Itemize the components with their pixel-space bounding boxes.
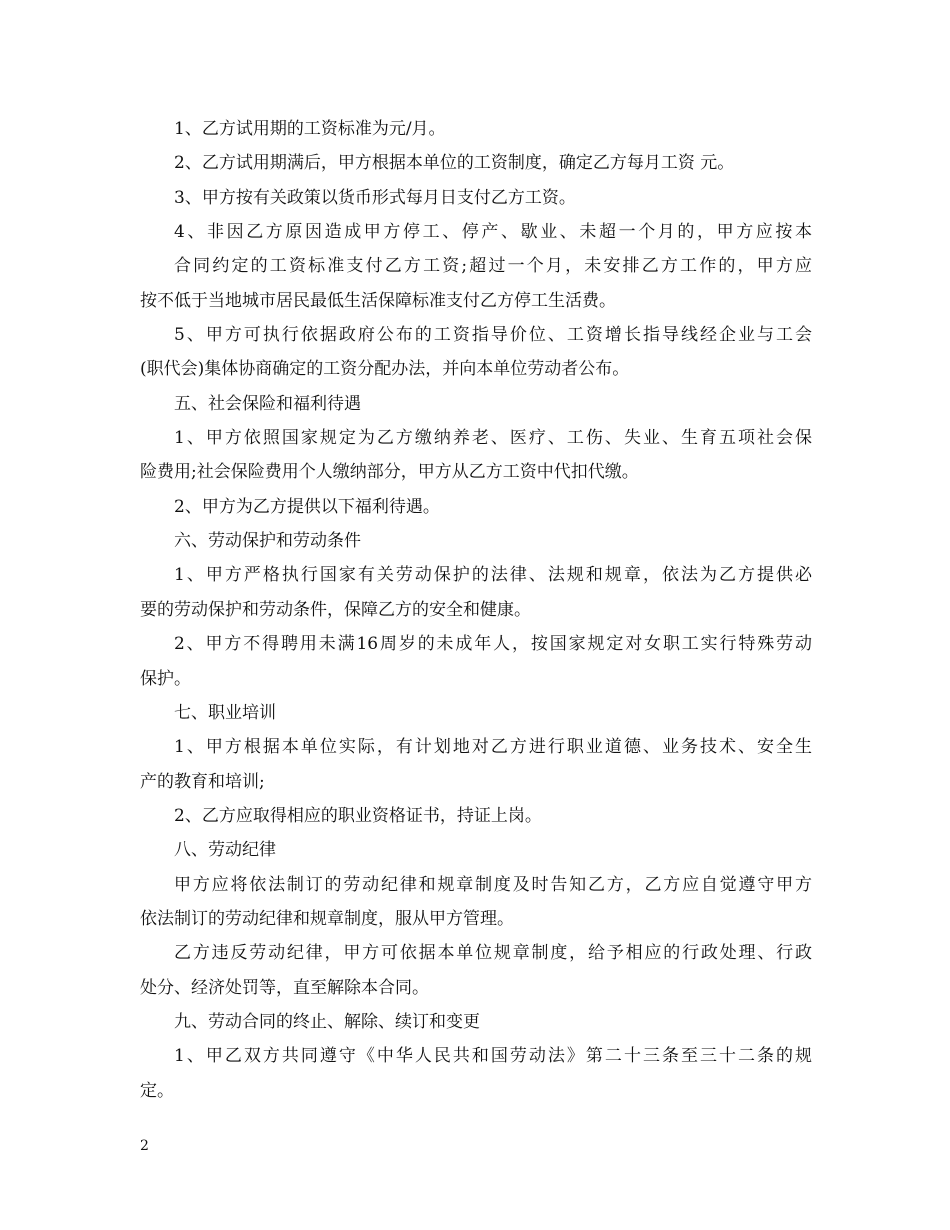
paragraph-line: 1、甲方严格执行国家有关劳动保护的法律、法规和规章，依法为乙方提供必 xyxy=(174,565,812,586)
paragraph-line: 定。 xyxy=(140,1080,174,1101)
paragraph-line: 4、非因乙方原因造成甲方停工、停产、歇业、未超一个月的，甲方应按本 xyxy=(174,222,812,243)
paragraph-line: 乙方违反劳动纪律，甲方可依据本单位规章制度，给予相应的行政处理、行政 xyxy=(174,943,812,964)
section-heading: 六、劳动保护和劳动条件 xyxy=(174,531,361,552)
paragraph-line: 1、乙方试用期的工资标准为元/月。 xyxy=(174,119,446,139)
document-body xyxy=(140,112,812,1108)
paragraph-line: 2、乙方试用期满后，甲方根据本单位的工资制度，确定乙方每月工资 元。 xyxy=(174,153,735,174)
section-heading: 七、职业培训 xyxy=(174,702,276,723)
section-heading: 五、社会保险和福利待遇 xyxy=(174,393,361,414)
section-heading: 八、劳动纪律 xyxy=(174,840,276,861)
paragraph-line: 合同约定的工资标准支付乙方工资;超过一个月，未安排乙方工作的，甲方应 xyxy=(174,256,812,277)
paragraph-line: 按不低于当地城市居民最低生活保障标准支付乙方停工生活费。 xyxy=(140,290,616,311)
paragraph-line: 险费用;社会保险费用个人缴纳部分，甲方从乙方工资中代扣代缴。 xyxy=(140,462,639,483)
paragraph-line: 产的教育和培训; xyxy=(140,771,265,792)
section-heading: 九、劳动合同的终止、解除、续订和变更 xyxy=(174,1011,480,1032)
paragraph-line: 保护。 xyxy=(140,668,191,689)
paragraph-line: 1、甲乙双方共同遵守《中华人民共和国劳动法》第二十三条至三十二条的规 xyxy=(174,1046,812,1067)
paragraph-line: 依法制订的劳动纪律和规章制度，服从甲方管理。 xyxy=(140,908,514,929)
paragraph-line: 处分、经济处罚等，直至解除本合同。 xyxy=(140,977,429,998)
paragraph-line: 1、甲方根据本单位实际，有计划地对乙方进行职业道德、业务技术、安全生 xyxy=(174,737,812,758)
paragraph-line: 3、甲方按有关政策以货币形式每月日支付乙方工资。 xyxy=(174,187,576,208)
paragraph-line: (职代会)集体协商确定的工资分配办法，并向本单位劳动者公布。 xyxy=(140,359,630,380)
paragraph-line: 2、乙方应取得相应的职业资格证书，持证上岗。 xyxy=(174,805,542,826)
paragraph-line: 2、甲方不得聘用未满16周岁的未成年人，按国家规定对女职工实行特殊劳动 xyxy=(174,634,812,655)
paragraph-line: 甲方应将依法制订的劳动纪律和规章制度及时告知乙方，乙方应自觉遵守甲方 xyxy=(174,874,812,895)
page-number: 2 xyxy=(140,1138,149,1154)
paragraph-line: 要的劳动保护和劳动条件，保障乙方的安全和健康。 xyxy=(140,599,531,620)
paragraph-line: 5、甲方可执行依据政府公布的工资指导价位、工资增长指导线经企业与工会 xyxy=(174,325,812,346)
paragraph-line: 1、甲方依照国家规定为乙方缴纳养老、医疗、工伤、失业、生育五项社会保 xyxy=(174,428,812,449)
paragraph-line: 2、甲方为乙方提供以下福利待遇。 xyxy=(174,496,440,517)
